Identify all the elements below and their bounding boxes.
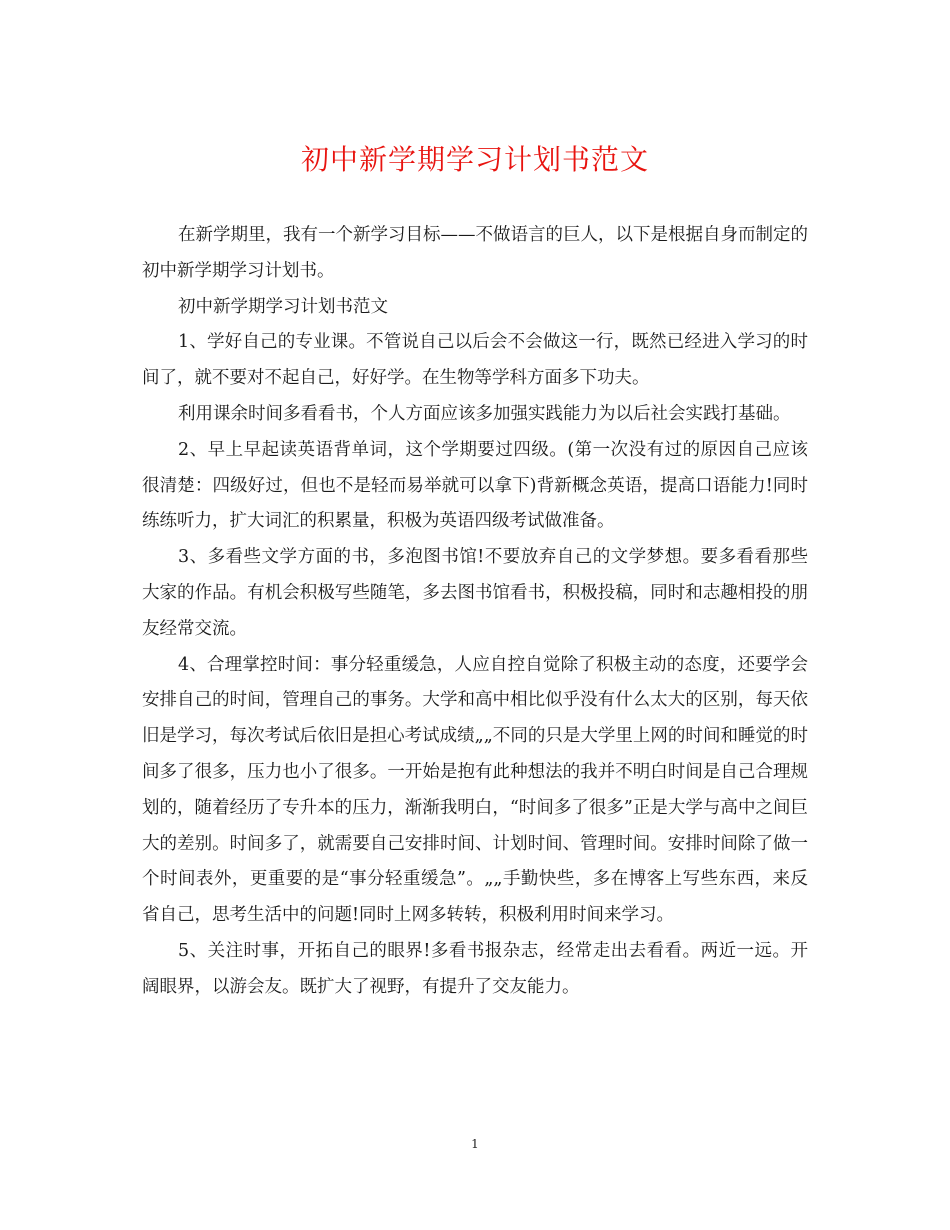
item-1-continuation-paragraph: 利用课余时间多看看书，个人方面应该多加强实践能力为以后社会实践打基础。 (178, 403, 791, 424)
document-title: 初中新学期学习计划书范文 (300, 143, 649, 176)
page-number: 1 (471, 1137, 479, 1151)
item-2-paragraph: 2、早上早起读英语背单词，这个学期要过四级。(第一次没有过的原因自己应该很清楚：四级好过，但也不是轻而易举就可以拿下)背新概念英语，提高口语能力!同时练练听力，扩大词汇的积累量，积极为英语四级考试做准备。 (142, 439, 808, 532)
intro-paragraph: 在新学期里，我有一个新学习目标——不做语言的巨人，以下是根据自身而制定的初中新学期学习计划书。 (142, 225, 808, 281)
subtitle-paragraph: 初中新学期学习计划书范文 (178, 296, 388, 317)
item-1-paragraph: 1、学好自己的专业课。不管说自己以后会不会做这一行，既然已经进入学习的时间了，就不要对不起自己，好好学。在生物等学科方面多下功夫。 (142, 332, 808, 389)
item-5-paragraph: 5、关注时事，开拓自己的眼界!多看书报杂志，经常走出去看看。两近一远。开阔眼界，以游会友。既扩大了视野，有提升了交友能力。 (142, 940, 808, 997)
item-4-paragraph: 4、合理掌控时间：事分轻重缓急，人应自控自觉除了积极主动的态度，还要学会安排自己的时间，管理自己的事务。大学和高中相比似乎没有什么太大的区别，每天依旧是学习，每次考试后依旧是担心考试成绩„„不同的只是大学里上网的时间和睡觉的时间多了很多，压力也小了很多。一开始是抱有此种想法的我并不明白时间是自己合理规划的，随着经历了专升本的压力，渐渐我明白，“时间多了很多”正是大学与高中之间巨大的差别。时间多了，就需要自己安排时间、计划时间、管理时间。安排时间除了做一个时间表外，更重要的是“事分轻重缓急”。„„手勤快些，多在博客上写些东西，来反省自己，思考生活中的问题!同时上网多转转，积极利用时间来学习。 (142, 654, 808, 926)
document-body (142, 218, 808, 1006)
item-3-paragraph: 3、多看些文学方面的书，多泡图书馆!不要放弃自己的文学梦想。要多看看那些大家的作品。有机会积极写些随笔，多去图书馆看书，积极投稿，同时和志趣相投的朋友经常交流。 (142, 547, 808, 639)
